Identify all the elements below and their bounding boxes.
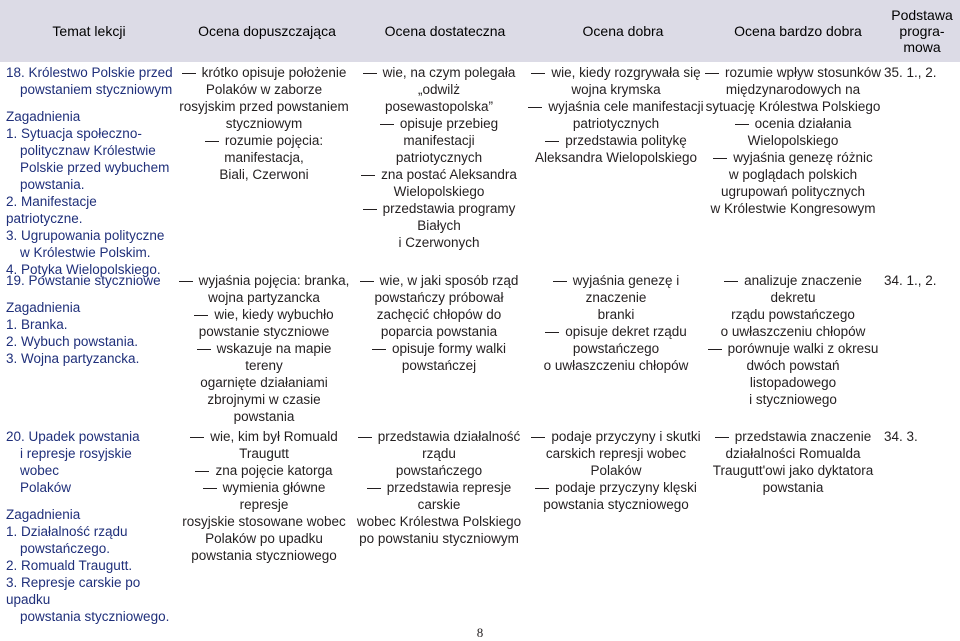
dash-bullet-icon (372, 349, 386, 350)
criterion-text: ugrupowań politycznych (720, 184, 866, 199)
criterion-text: Aleksandra Wielopolskiego (534, 150, 698, 165)
header-grade-3: Ocena dostateczna (384, 23, 506, 39)
criterion-line (704, 479, 882, 496)
criterion-line (348, 98, 530, 115)
page-number: 8 (476, 625, 484, 640)
zagadnienia-label: Zagadnienia (6, 507, 81, 522)
dash-bullet-icon (715, 437, 729, 438)
criterion-line (348, 166, 530, 183)
criterion-line (348, 357, 530, 374)
criterion-text: przedstawia działalność rządu (377, 429, 521, 461)
criterion-text: zna pojęcie katorga (215, 463, 333, 478)
criterion-text: podaje przyczyny klęski (555, 480, 697, 495)
criterion-text: branki (597, 307, 635, 322)
criterion-line (348, 323, 530, 340)
criterion-line (178, 306, 350, 323)
header-curriculum-line: progra- (899, 23, 945, 39)
dash-bullet-icon (195, 471, 209, 472)
criterion-line (348, 479, 530, 513)
topic-item: 2. Wybuch powstania. (6, 334, 138, 349)
criterion-text: Wielopolskiego (747, 133, 839, 148)
topic-title: 18. Królestwo Polskie przed (6, 65, 173, 80)
topic-title: 20. Upadek powstania (6, 429, 140, 444)
criterion-line (704, 149, 882, 166)
criterion-text: wobec Królestwa Polskiego (356, 514, 522, 529)
grade-3-cell (348, 428, 530, 547)
criterion-line (348, 289, 530, 306)
criterion-text: powstańczy próbował (374, 290, 504, 305)
criterion-text: powstania styczniowego (543, 497, 689, 512)
criterion-text: rozumie wpływ stosunków (724, 65, 882, 80)
criterion-text: o uwłaszczeniu chłopów (720, 324, 866, 339)
criterion-line (348, 340, 530, 357)
topic-item: 3. Represje carskie po upadku (6, 575, 141, 607)
criterion-text: powstanie styczniowe (198, 324, 330, 339)
header-curriculum (884, 0, 960, 62)
criterion-line (348, 115, 530, 149)
criterion-text: rosyjskie stosowane wobec (182, 514, 346, 529)
topic-item: 4. Potyka Wielopolskiego. (6, 262, 161, 277)
criterion-line (528, 272, 704, 306)
topic-item: powstania. (20, 177, 85, 192)
criterion-text: rządu powstańczego (731, 307, 855, 322)
dash-bullet-icon (194, 315, 208, 316)
criterion-line (528, 115, 704, 132)
criterion-line (704, 340, 882, 357)
criterion-line (178, 391, 350, 408)
criterion-line (348, 462, 530, 479)
criterion-text: przedstawia znaczenie (734, 429, 872, 444)
criterion-line (528, 64, 704, 81)
criterion-text: Polaków (590, 463, 642, 478)
topic-item: 2. Romuald Traugutt. (6, 558, 133, 573)
topic-title: powstaniem styczniowym (20, 82, 173, 97)
criterion-line (528, 149, 704, 166)
criterion-line (178, 81, 350, 98)
criterion-text: opisuje dekret rządu (565, 324, 687, 339)
dash-bullet-icon (361, 175, 375, 176)
criterion-line (704, 428, 882, 445)
criterion-text: opisuje formy walki (391, 341, 507, 356)
criterion-line (704, 64, 882, 81)
criterion-text: Traugutt'owi jako dyktatora (712, 463, 874, 478)
criterion-text: wie, kiedy wybuchło (214, 307, 334, 322)
topic-title: 19. Powstanie styczniowe (6, 273, 161, 288)
dash-bullet-icon (179, 281, 193, 282)
criterion-text: sytuację Królestwa Polskiego (705, 99, 881, 114)
criterion-text: powstania styczniowego (191, 548, 337, 563)
criterion-text: opisuje przebieg manifestacji (399, 116, 499, 148)
criterion-text: powstania (762, 480, 824, 495)
criterion-text: międzynarodowych na (725, 82, 861, 97)
criterion-text: przedstawia programy Białych (382, 201, 516, 233)
criterion-text: wskazuje na mapie tereny (216, 341, 332, 373)
dash-bullet-icon (197, 349, 211, 350)
criterion-line (704, 132, 882, 149)
criterion-text: wie, w jaki sposób rząd (379, 273, 519, 288)
criterion-line (348, 234, 530, 251)
criterion-line (528, 81, 704, 98)
dash-bullet-icon (190, 437, 204, 438)
topic-item: powstania styczniowego. (20, 609, 170, 624)
dash-bullet-icon (535, 488, 549, 489)
criterion-line (528, 479, 704, 496)
grade-3-cell (348, 272, 530, 374)
criterion-line (178, 323, 350, 340)
criterion-line (178, 479, 350, 513)
criterion-text: działalności Romualda (725, 446, 861, 461)
criterion-line (528, 496, 704, 513)
topic-item: 3. Wojna partyzancka. (6, 351, 140, 366)
criterion-line (704, 306, 882, 323)
dash-bullet-icon (528, 107, 542, 108)
criterion-line (348, 149, 530, 166)
grade-4-cell (528, 272, 704, 374)
criterion-line (178, 272, 350, 289)
criterion-text: powstańczego (572, 341, 660, 356)
criterion-line (704, 166, 882, 183)
topic-cell (6, 428, 174, 625)
header-curriculum-line: Podstawa (891, 7, 953, 23)
criterion-line (348, 513, 530, 530)
criterion-text: patriotycznych (572, 116, 660, 131)
dash-bullet-icon (545, 332, 559, 333)
grade-2-cell (178, 428, 350, 564)
dash-bullet-icon (182, 73, 196, 74)
header-grade-2: Ocena dopuszczająca (198, 23, 336, 39)
criterion-text: porównuje walki z okresu (727, 341, 879, 356)
criterion-text: wojna krymska (571, 82, 661, 97)
dash-bullet-icon (360, 281, 374, 282)
criterion-text: powstańczego (395, 463, 483, 478)
criterion-text: wymienia główne represje (222, 480, 326, 512)
criterion-text: zna postać Aleksandra (381, 167, 517, 182)
criterion-line (528, 462, 704, 479)
criterion-text: rosyjskim przed powstaniem (179, 99, 349, 114)
curriculum-reference: 34. 1., 2. (884, 273, 937, 288)
criterion-text: Polaków po upadku (205, 531, 323, 546)
criterion-line (528, 357, 704, 374)
criterion-text: wie, kim był Romuald Traugutt (210, 429, 338, 461)
criterion-text: listopadowego (749, 375, 837, 390)
criterion-line (704, 81, 882, 98)
criterion-text: Wielopolskiego (393, 184, 485, 199)
criterion-text: o uwłaszczeniu chłopów (543, 358, 689, 373)
grade-5-cell (704, 272, 882, 408)
dash-bullet-icon (735, 124, 749, 125)
grade-2-cell (178, 272, 350, 425)
dash-bullet-icon (708, 349, 722, 350)
criterion-text: carskich represji wobec (545, 446, 687, 461)
criterion-line (704, 200, 882, 217)
criterion-text: wojna partyzancka (208, 290, 320, 305)
criterion-line (178, 462, 350, 479)
criterion-text: poparcia powstania (380, 324, 498, 339)
criterion-text: powstańczej (401, 358, 477, 373)
topic-item: Polskie przed wybuchem (20, 160, 170, 175)
criterion-line (704, 272, 882, 306)
criterion-text: podaje przyczyny i skutki (551, 429, 701, 444)
dash-bullet-icon (724, 281, 738, 282)
criterion-text: analizuje znaczenie dekretu (744, 273, 862, 305)
criterion-text: krótko opisuje położenie (201, 65, 347, 80)
dash-bullet-icon (205, 141, 219, 142)
table-header (0, 0, 960, 62)
criterion-line (178, 115, 350, 132)
dash-bullet-icon (367, 488, 381, 489)
criterion-line (348, 64, 530, 98)
criterion-text: posewastopolska” (384, 99, 494, 114)
criterion-text: Polaków w zaborze (205, 82, 323, 97)
criterion-line (348, 272, 530, 289)
criterion-text: po powstaniu styczniowym (359, 531, 519, 546)
criterion-text: przedstawia represje carskie (386, 480, 512, 512)
criterion-line (704, 323, 882, 340)
criterion-line (704, 183, 882, 200)
criterion-line (348, 200, 530, 234)
topic-item: 1. Branka. (6, 317, 68, 332)
criterion-line (704, 115, 882, 132)
grade-2-cell (178, 64, 350, 183)
dash-bullet-icon (531, 73, 545, 74)
topic-item: w Królestwie Polskim. (20, 245, 151, 260)
criterion-text: wie, kiedy rozgrywała się (551, 65, 701, 80)
criterion-line (528, 445, 704, 462)
criterion-text: i styczniowego (749, 392, 837, 407)
grade-4-cell (528, 428, 704, 513)
dash-bullet-icon (705, 73, 719, 74)
criterion-text: w poglądach polskich (728, 167, 858, 182)
criterion-text: styczniowym (225, 116, 303, 131)
dash-bullet-icon (380, 124, 394, 125)
criterion-line (704, 98, 882, 115)
criterion-line (348, 306, 530, 323)
criterion-line (178, 166, 350, 183)
dash-bullet-icon (545, 141, 559, 142)
criterion-line (178, 132, 350, 166)
criterion-text: patriotycznych (395, 150, 483, 165)
topic-title: i represje rosyjskie wobec (20, 446, 132, 478)
criterion-text: dwóch powstań (746, 358, 840, 373)
topic-cell (6, 64, 174, 278)
criterion-line (178, 428, 350, 462)
criterion-line (178, 98, 350, 115)
zagadnienia-label: Zagadnienia (6, 300, 81, 315)
dash-bullet-icon (358, 437, 372, 438)
criterion-text: wyjaśnia pojęcia: branka, (198, 273, 350, 288)
criterion-line (528, 428, 704, 445)
grade-5-cell (704, 64, 882, 217)
criterion-text: wyjaśnia cele manifestacji (548, 99, 704, 114)
criterion-line (178, 289, 350, 306)
criterion-line (528, 98, 704, 115)
curriculum-reference: 35. 1., 2. (884, 65, 937, 80)
header-curriculum-line: mowa (903, 39, 941, 55)
criterion-line (178, 64, 350, 81)
criterion-line (528, 340, 704, 357)
criterion-text: przedstawia politykę (565, 133, 687, 148)
criterion-line (528, 306, 704, 323)
header-topic: Temat lekcji (52, 23, 126, 39)
criterion-text: Biali, Czerwoni (219, 167, 309, 182)
dash-bullet-icon (531, 437, 545, 438)
criterion-text: zbrojnymi w czasie (207, 392, 321, 407)
topic-item: 3. Ugrupowania polityczne (6, 228, 165, 243)
topic-cell (6, 272, 174, 367)
criterion-line (178, 530, 350, 547)
criterion-text: ocenia działania (754, 116, 852, 131)
criterion-line (348, 530, 530, 547)
criterion-line (348, 183, 530, 200)
criterion-text: ogarnięte działaniami (200, 375, 328, 390)
topic-item: politycznaw Królestwie (20, 143, 156, 158)
dash-bullet-icon (363, 73, 377, 74)
dash-bullet-icon (203, 488, 217, 489)
criterion-text: wyjaśnia genezę i znaczenie (572, 273, 680, 305)
criterion-line (704, 391, 882, 408)
criterion-line (178, 408, 350, 425)
criterion-text: i Czerwonych (398, 235, 480, 250)
grade-4-cell (528, 64, 704, 166)
dash-bullet-icon (713, 158, 727, 159)
criterion-text: wie, na czym polegała „odwilż (382, 65, 516, 97)
topic-item: 2. Manifestacje patriotyczne. (6, 194, 97, 226)
criterion-line (704, 357, 882, 374)
criterion-line (704, 462, 882, 479)
criterion-text: w Królestwie Kongresowym (710, 201, 876, 216)
topic-item: powstańczego. (20, 541, 111, 556)
criterion-line (528, 132, 704, 149)
topic-item: 1. Działalność rządu (6, 524, 128, 539)
criterion-text: rozumie pojęcia: manifestacja, (224, 133, 324, 165)
curriculum-reference: 34. 3. (884, 429, 918, 444)
criterion-line (178, 374, 350, 391)
criterion-text: wyjaśnia genezę różnic (733, 150, 873, 165)
grade-3-cell (348, 64, 530, 251)
criterion-line (178, 340, 350, 374)
criterion-text: powstania (233, 409, 295, 424)
criterion-line (348, 428, 530, 462)
header-grade-5: Ocena bardzo dobra (734, 23, 862, 39)
criterion-line (528, 323, 704, 340)
criterion-line (704, 445, 882, 462)
zagadnienia-label: Zagadnienia (6, 109, 81, 124)
dash-bullet-icon (363, 209, 377, 210)
dash-bullet-icon (553, 281, 567, 282)
topic-title: Polaków (20, 480, 72, 495)
criterion-line (178, 547, 350, 564)
criterion-line (178, 513, 350, 530)
criterion-line (704, 374, 882, 391)
grade-5-cell (704, 428, 882, 496)
header-grade-4: Ocena dobra (582, 23, 664, 39)
topic-item: 1. Sytuacja społeczno- (6, 126, 142, 141)
criterion-text: zachęcić chłopów do (376, 307, 502, 322)
